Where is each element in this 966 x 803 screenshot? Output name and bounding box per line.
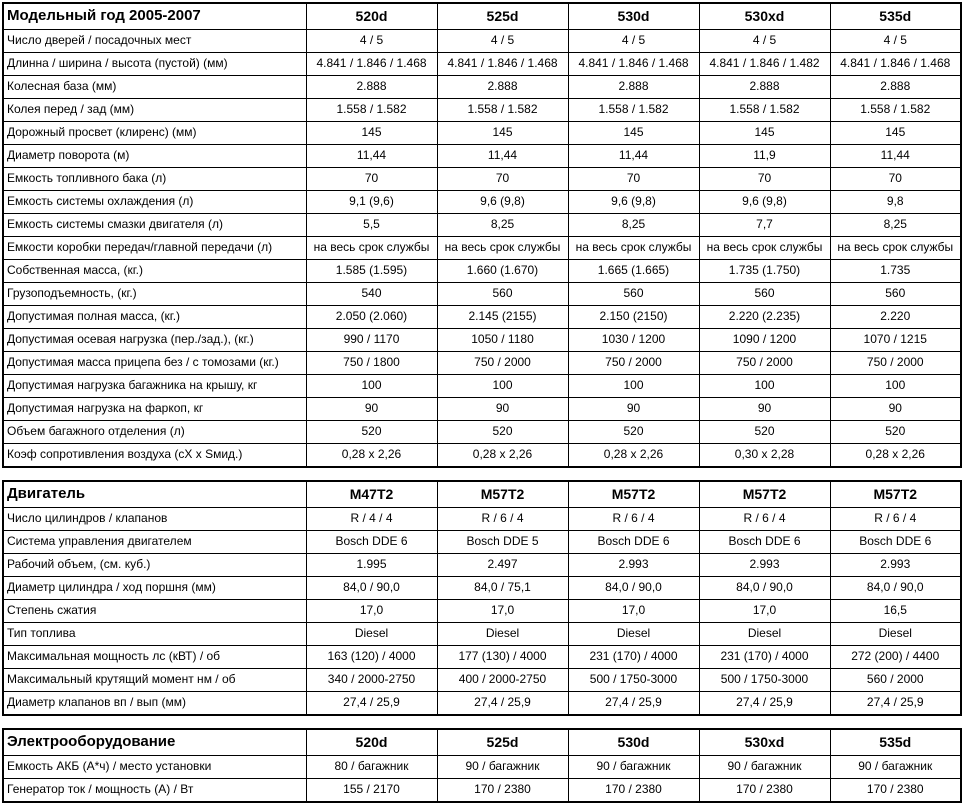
value-cell: 90 [437, 398, 568, 421]
row-label: Коэф сопротивления воздуха (cX x Sмид.) [3, 444, 306, 468]
table-header-row [3, 729, 961, 756]
column-header: 525d [437, 3, 568, 30]
value-cell: 540 [306, 283, 437, 306]
value-cell: 16,5 [830, 600, 961, 623]
value-cell: 145 [699, 122, 830, 145]
value-cell: 0,30 x 2,28 [699, 444, 830, 468]
value-cell: R / 6 / 4 [437, 508, 568, 531]
value-cell: 2.150 (2150) [568, 306, 699, 329]
row-label: Диаметр цилиндра / ход поршня (мм) [3, 577, 306, 600]
table-row [3, 99, 961, 122]
table-row [3, 577, 961, 600]
value-cell: 100 [699, 375, 830, 398]
value-cell: 750 / 2000 [699, 352, 830, 375]
column-header: M57T2 [568, 481, 699, 508]
electrical-table [2, 728, 962, 803]
value-cell: R / 6 / 4 [568, 508, 699, 531]
value-cell: 520 [306, 421, 437, 444]
value-cell: 8,25 [830, 214, 961, 237]
value-cell: 4 / 5 [830, 30, 961, 53]
value-cell: 1.558 / 1.582 [568, 99, 699, 122]
value-cell: 90 [830, 398, 961, 421]
value-cell: 272 (200) / 4400 [830, 646, 961, 669]
column-header: 535d [830, 3, 961, 30]
column-header: 520d [306, 3, 437, 30]
row-label: Емкость системы смазки двигателя (л) [3, 214, 306, 237]
section-title: Электрооборудование [3, 729, 306, 756]
value-cell: Diesel [306, 623, 437, 646]
value-cell: 9,1 (9,6) [306, 191, 437, 214]
value-cell: на весь срок службы [568, 237, 699, 260]
value-cell: 27,4 / 25,9 [306, 692, 437, 716]
value-cell: 90 / багажник [437, 756, 568, 779]
value-cell: 1.665 (1.665) [568, 260, 699, 283]
column-header: 520d [306, 729, 437, 756]
value-cell: 560 / 2000 [830, 669, 961, 692]
table-header-row [3, 3, 961, 30]
row-label: Тип топлива [3, 623, 306, 646]
value-cell: 9,6 (9,8) [568, 191, 699, 214]
row-label: Дорожный просвет (клиренс) (мм) [3, 122, 306, 145]
value-cell: 0,28 x 2,26 [568, 444, 699, 468]
value-cell: 84,0 / 90,0 [699, 577, 830, 600]
value-cell: 70 [306, 168, 437, 191]
value-cell: 4 / 5 [568, 30, 699, 53]
value-cell: 145 [437, 122, 568, 145]
value-cell: 84,0 / 90,0 [306, 577, 437, 600]
value-cell: 27,4 / 25,9 [437, 692, 568, 716]
column-header: M57T2 [437, 481, 568, 508]
value-cell: 520 [830, 421, 961, 444]
table-row [3, 444, 961, 468]
value-cell: 750 / 2000 [437, 352, 568, 375]
row-label: Допустимая масса прицепа без / с томозами (кг.) [3, 352, 306, 375]
value-cell: 163 (120) / 4000 [306, 646, 437, 669]
value-cell: 8,25 [568, 214, 699, 237]
value-cell: Bosch DDE 6 [568, 531, 699, 554]
row-label: Объем багажного отделения (л) [3, 421, 306, 444]
value-cell: 340 / 2000-2750 [306, 669, 437, 692]
row-label: Колея перед / зад (мм) [3, 99, 306, 122]
value-cell: 17,0 [306, 600, 437, 623]
value-cell: 2.993 [699, 554, 830, 577]
value-cell: Diesel [568, 623, 699, 646]
value-cell: 170 / 2380 [830, 779, 961, 803]
table-row [3, 306, 961, 329]
table-row [3, 260, 961, 283]
value-cell: 4 / 5 [699, 30, 830, 53]
value-cell: 2.888 [437, 76, 568, 99]
value-cell: 84,0 / 90,0 [830, 577, 961, 600]
row-label: Емкость АКБ (А*ч) / место установки [3, 756, 306, 779]
value-cell: 500 / 1750-3000 [568, 669, 699, 692]
value-cell: 2.497 [437, 554, 568, 577]
table-row [3, 191, 961, 214]
value-cell: 90 / багажник [830, 756, 961, 779]
value-cell: 1.660 (1.670) [437, 260, 568, 283]
value-cell: 70 [437, 168, 568, 191]
value-cell: 990 / 1170 [306, 329, 437, 352]
value-cell: 1030 / 1200 [568, 329, 699, 352]
value-cell: 4.841 / 1.846 / 1.468 [830, 53, 961, 76]
row-label: Система управления двигателем [3, 531, 306, 554]
value-cell: на весь срок службы [699, 237, 830, 260]
value-cell: 90 / багажник [699, 756, 830, 779]
value-cell: 100 [306, 375, 437, 398]
value-cell: Diesel [830, 623, 961, 646]
value-cell: 27,4 / 25,9 [568, 692, 699, 716]
value-cell: 100 [830, 375, 961, 398]
value-cell: 2.145 (2155) [437, 306, 568, 329]
table-row [3, 237, 961, 260]
value-cell: 2.993 [830, 554, 961, 577]
value-cell: Diesel [437, 623, 568, 646]
value-cell: 145 [568, 122, 699, 145]
value-cell: 11,44 [568, 145, 699, 168]
value-cell: R / 6 / 4 [699, 508, 830, 531]
value-cell: 1050 / 1180 [437, 329, 568, 352]
value-cell: Bosch DDE 6 [699, 531, 830, 554]
value-cell: 0,28 x 2,26 [437, 444, 568, 468]
value-cell: 9,6 (9,8) [437, 191, 568, 214]
column-header: 530xd [699, 729, 830, 756]
value-cell: 1090 / 1200 [699, 329, 830, 352]
value-cell: 27,4 / 25,9 [830, 692, 961, 716]
column-header: M57T2 [699, 481, 830, 508]
value-cell: Diesel [699, 623, 830, 646]
table-row [3, 692, 961, 716]
value-cell: 500 / 1750-3000 [699, 669, 830, 692]
table-row [3, 508, 961, 531]
value-cell: 1.735 [830, 260, 961, 283]
value-cell: 70 [830, 168, 961, 191]
table-row [3, 122, 961, 145]
value-cell: 170 / 2380 [699, 779, 830, 803]
value-cell: 17,0 [568, 600, 699, 623]
row-label: Число цилиндров / клапанов [3, 508, 306, 531]
row-label: Длинна / ширина / высота (пустой) (мм) [3, 53, 306, 76]
value-cell: 155 / 2170 [306, 779, 437, 803]
table-row [3, 600, 961, 623]
section-title: Двигатель [3, 481, 306, 508]
value-cell: на весь срок службы [306, 237, 437, 260]
value-cell: на весь срок службы [437, 237, 568, 260]
row-label: Рабочий объем, (см. куб.) [3, 554, 306, 577]
row-label: Число дверей / посадочных мест [3, 30, 306, 53]
value-cell: 7,7 [699, 214, 830, 237]
value-cell: 2.050 (2.060) [306, 306, 437, 329]
value-cell: Bosch DDE 6 [830, 531, 961, 554]
row-label: Собственная масса, (кг.) [3, 260, 306, 283]
value-cell: 1.558 / 1.582 [437, 99, 568, 122]
value-cell: R / 6 / 4 [830, 508, 961, 531]
value-cell: 0,28 x 2,26 [830, 444, 961, 468]
value-cell: 520 [568, 421, 699, 444]
value-cell: 400 / 2000-2750 [437, 669, 568, 692]
table-row [3, 398, 961, 421]
value-cell: 11,44 [830, 145, 961, 168]
table-row [3, 779, 961, 803]
row-label: Колесная база (мм) [3, 76, 306, 99]
value-cell: 2.993 [568, 554, 699, 577]
table-row [3, 352, 961, 375]
value-cell: 2.888 [568, 76, 699, 99]
value-cell: 90 / багажник [568, 756, 699, 779]
value-cell: 90 [306, 398, 437, 421]
row-label: Генератор ток / мощность (А) / Вт [3, 779, 306, 803]
table-row [3, 375, 961, 398]
value-cell: 27,4 / 25,9 [699, 692, 830, 716]
row-label: Грузоподъемность, (кг.) [3, 283, 306, 306]
value-cell: 11,9 [699, 145, 830, 168]
row-label: Максимальная мощность лс (кВТ) / об [3, 646, 306, 669]
value-cell: 70 [568, 168, 699, 191]
value-cell: 560 [568, 283, 699, 306]
column-header: 530d [568, 3, 699, 30]
value-cell: 17,0 [437, 600, 568, 623]
value-cell: 560 [437, 283, 568, 306]
row-label: Допустимая полная масса, (кг.) [3, 306, 306, 329]
value-cell: 1.558 / 1.582 [830, 99, 961, 122]
column-header: M57T2 [830, 481, 961, 508]
table-row [3, 145, 961, 168]
table-row [3, 53, 961, 76]
table-row [3, 329, 961, 352]
value-cell: 8,25 [437, 214, 568, 237]
value-cell: 4.841 / 1.846 / 1.468 [568, 53, 699, 76]
value-cell: 0,28 x 2,26 [306, 444, 437, 468]
value-cell: R / 4 / 4 [306, 508, 437, 531]
value-cell: 2.888 [830, 76, 961, 99]
value-cell: 520 [699, 421, 830, 444]
value-cell: 1.558 / 1.582 [306, 99, 437, 122]
value-cell: 80 / багажник [306, 756, 437, 779]
model-year-table [2, 2, 962, 468]
row-label: Диаметр клапанов вп / вып (мм) [3, 692, 306, 716]
table-row [3, 421, 961, 444]
value-cell: Bosch DDE 6 [306, 531, 437, 554]
value-cell: 4 / 5 [306, 30, 437, 53]
column-header: 535d [830, 729, 961, 756]
value-cell: 1.585 (1.595) [306, 260, 437, 283]
row-label: Степень сжатия [3, 600, 306, 623]
table-row [3, 623, 961, 646]
table-row [3, 30, 961, 53]
value-cell: 11,44 [306, 145, 437, 168]
table-row [3, 76, 961, 99]
section-title: Модельный год 2005-2007 [3, 3, 306, 30]
value-cell: 2.220 (2.235) [699, 306, 830, 329]
value-cell: 145 [830, 122, 961, 145]
row-label: Емкости коробки передач/главной передачи (л) [3, 237, 306, 260]
value-cell: 2.220 [830, 306, 961, 329]
engine-table [2, 480, 962, 716]
table-row [3, 283, 961, 306]
column-header: 530d [568, 729, 699, 756]
value-cell: 1.558 / 1.582 [699, 99, 830, 122]
table-row [3, 669, 961, 692]
value-cell: 100 [437, 375, 568, 398]
row-label: Емкость топливного бака (л) [3, 168, 306, 191]
value-cell: 560 [699, 283, 830, 306]
value-cell: 560 [830, 283, 961, 306]
value-cell: 9,6 (9,8) [699, 191, 830, 214]
value-cell: 4.841 / 1.846 / 1.468 [437, 53, 568, 76]
value-cell: 750 / 2000 [830, 352, 961, 375]
value-cell: 1.735 (1.750) [699, 260, 830, 283]
column-header: 525d [437, 729, 568, 756]
table-row [3, 214, 961, 237]
value-cell: 177 (130) / 4000 [437, 646, 568, 669]
table-header-row [3, 481, 961, 508]
value-cell: 1070 / 1215 [830, 329, 961, 352]
table-row [3, 168, 961, 191]
value-cell: 520 [437, 421, 568, 444]
table-row [3, 531, 961, 554]
value-cell: 4 / 5 [437, 30, 568, 53]
column-header: M47T2 [306, 481, 437, 508]
value-cell: 84,0 / 75,1 [437, 577, 568, 600]
value-cell: 11,44 [437, 145, 568, 168]
value-cell: 90 [568, 398, 699, 421]
value-cell: 100 [568, 375, 699, 398]
row-label: Допустимая осевая нагрузка (пер./зад.), (кг.) [3, 329, 306, 352]
table-row [3, 554, 961, 577]
value-cell: 2.888 [306, 76, 437, 99]
value-cell: 750 / 1800 [306, 352, 437, 375]
row-label: Допустимая нагрузка багажника на крышу, кг [3, 375, 306, 398]
column-header: 530xd [699, 3, 830, 30]
value-cell: 145 [306, 122, 437, 145]
value-cell: 1.995 [306, 554, 437, 577]
value-cell: 170 / 2380 [437, 779, 568, 803]
value-cell: 4.841 / 1.846 / 1.482 [699, 53, 830, 76]
value-cell: 5,5 [306, 214, 437, 237]
value-cell: 170 / 2380 [568, 779, 699, 803]
row-label: Диаметр поворота (м) [3, 145, 306, 168]
table-row [3, 756, 961, 779]
row-label: Максимальный крутящий момент нм / об [3, 669, 306, 692]
value-cell: 84,0 / 90,0 [568, 577, 699, 600]
value-cell: 231 (170) / 4000 [699, 646, 830, 669]
value-cell: на весь срок службы [830, 237, 961, 260]
value-cell: 231 (170) / 4000 [568, 646, 699, 669]
table-row [3, 646, 961, 669]
value-cell: 70 [699, 168, 830, 191]
row-label: Емкость системы охлаждения (л) [3, 191, 306, 214]
row-label: Допустимая нагрузка на фаркоп, кг [3, 398, 306, 421]
value-cell: 90 [699, 398, 830, 421]
value-cell: Bosch DDE 5 [437, 531, 568, 554]
value-cell: 2.888 [699, 76, 830, 99]
value-cell: 4.841 / 1.846 / 1.468 [306, 53, 437, 76]
value-cell: 17,0 [699, 600, 830, 623]
value-cell: 750 / 2000 [568, 352, 699, 375]
value-cell: 9,8 [830, 191, 961, 214]
